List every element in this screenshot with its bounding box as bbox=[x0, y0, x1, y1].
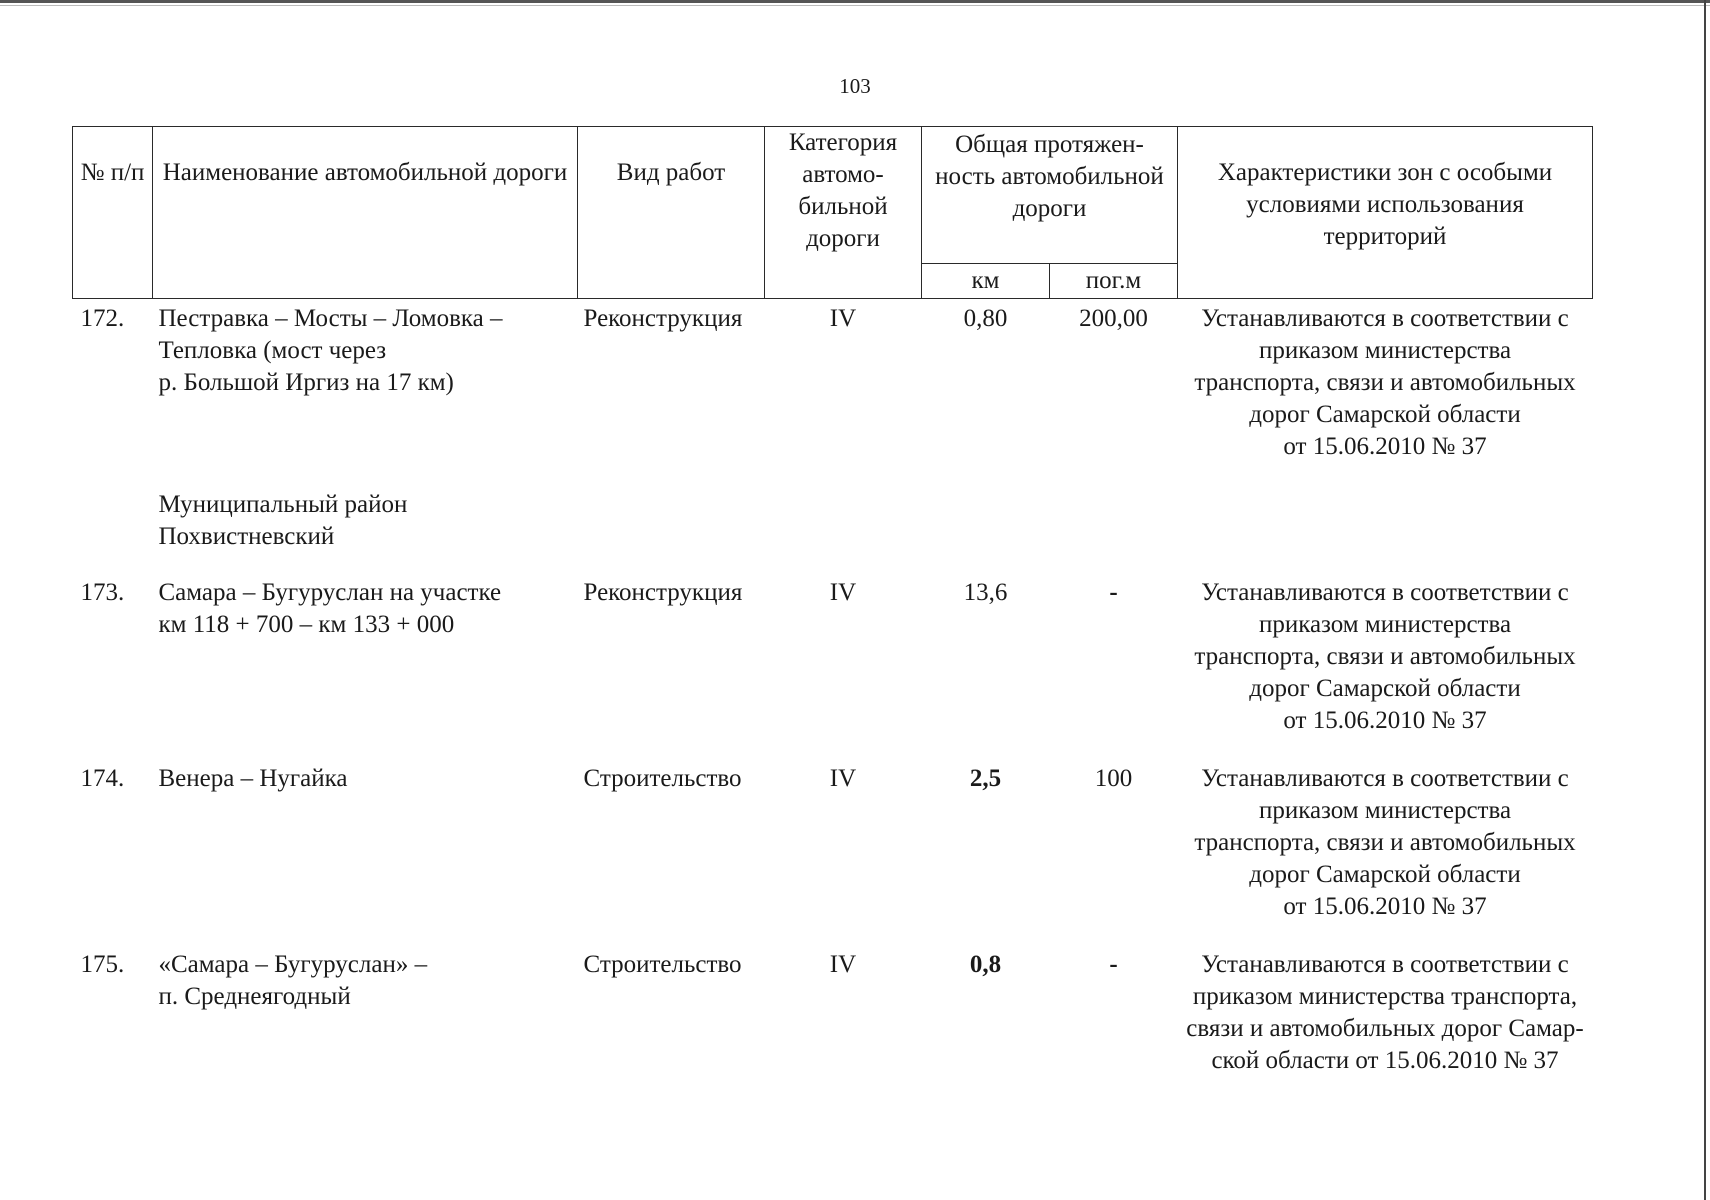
roads-table bbox=[72, 126, 1593, 1097]
zone-characteristics-line: дорог Самарской области bbox=[1249, 401, 1521, 428]
zone-characteristics-line: Устанавливаются в соответствии с bbox=[1201, 579, 1569, 606]
table-header bbox=[73, 127, 1593, 299]
row-number: 174. bbox=[80, 765, 125, 792]
zone-characteristics bbox=[1178, 571, 1593, 757]
page-number: 103 bbox=[839, 74, 871, 98]
road-name-line: «Самара – Бугуруслан» – bbox=[158, 951, 428, 978]
road-name bbox=[153, 571, 578, 757]
zone-characteristics-line: приказом министерства bbox=[1258, 611, 1512, 638]
road-name bbox=[153, 943, 578, 1097]
road-name-line: Венера – Нугайка bbox=[158, 765, 348, 792]
section-title-line: Похвистневский bbox=[158, 523, 335, 550]
length-km: 0,80 bbox=[963, 305, 1008, 332]
road-category: IV bbox=[829, 579, 857, 606]
row-number: 172. bbox=[80, 305, 125, 332]
header-meters: пог.м bbox=[1050, 264, 1178, 299]
length-km: 0,8 bbox=[969, 951, 1002, 978]
length-meters: 100 bbox=[1094, 765, 1133, 792]
work-type: Строительство bbox=[583, 951, 742, 978]
zone-characteristics-line: транспорта, связи и автомобильных bbox=[1194, 829, 1576, 856]
header-work-type: Вид работ bbox=[578, 127, 765, 299]
zone-characteristics-line: дорог Самарской области bbox=[1249, 861, 1521, 888]
zone-characteristics-line: приказом министерства bbox=[1258, 797, 1512, 824]
road-name-line: р. Большой Иргиз на 17 км) bbox=[158, 369, 454, 396]
table-body bbox=[73, 299, 1593, 1098]
road-name-line: п. Среднеягодный bbox=[158, 983, 351, 1010]
zone-characteristics bbox=[1178, 943, 1593, 1097]
section-spacer bbox=[73, 483, 153, 571]
road-category: IV bbox=[829, 305, 857, 332]
top-border-line-thin bbox=[0, 5, 1710, 6]
table-row bbox=[73, 757, 1593, 943]
right-border-line bbox=[1704, 0, 1706, 1200]
work-type: Реконструкция bbox=[583, 579, 743, 606]
road-name-line: Самара – Бугуруслан на участке bbox=[158, 579, 502, 606]
header-num: № п/п bbox=[73, 127, 153, 299]
zone-characteristics-line: Устанавливаются в соответствии с bbox=[1201, 951, 1569, 978]
zone-characteristics-line: от 15.06.2010 № 37 bbox=[1283, 707, 1487, 734]
road-name-line: км 118 + 700 – км 133 + 000 bbox=[158, 611, 455, 638]
road-name-line: Тепловка (мост через bbox=[158, 337, 387, 364]
header-category: Категория автомо-бильной дороги bbox=[765, 127, 922, 299]
zone-characteristics-line: связи и автомобильных дорог Самар- bbox=[1186, 1015, 1584, 1042]
length-meters: - bbox=[1109, 951, 1118, 978]
header-zone-characteristics: Характеристики зон с особыми условиями использования территорий bbox=[1178, 127, 1593, 299]
work-type: Строительство bbox=[583, 765, 742, 792]
zone-characteristics-line: от 15.06.2010 № 37 bbox=[1283, 433, 1487, 460]
zone-characteristics-line: приказом министерства bbox=[1258, 337, 1512, 364]
length-meters: - bbox=[1109, 579, 1118, 606]
top-border-line bbox=[0, 0, 1710, 3]
section-title bbox=[153, 483, 578, 571]
zone-characteristics-line: транспорта, связи и автомобильных bbox=[1194, 643, 1576, 670]
section-title-line: Муниципальный район bbox=[158, 491, 408, 518]
zone-characteristics-line: транспорта, связи и автомобильных bbox=[1194, 369, 1576, 396]
table-row bbox=[73, 299, 1593, 484]
zone-characteristics-line: от 15.06.2010 № 37 bbox=[1283, 893, 1487, 920]
zone-characteristics-line: ской области от 15.06.2010 № 37 bbox=[1211, 1047, 1559, 1074]
zone-characteristics-line: Устанавливаются в соответствии с bbox=[1201, 305, 1569, 332]
section-row bbox=[73, 483, 1593, 571]
road-category: IV bbox=[829, 765, 857, 792]
table-row bbox=[73, 571, 1593, 757]
road-name-line: Пестравка – Мосты – Ломовка – bbox=[158, 305, 503, 332]
section-filler bbox=[578, 483, 1593, 571]
road-name bbox=[153, 757, 578, 943]
header-km: км bbox=[922, 264, 1050, 299]
zone-characteristics bbox=[1178, 757, 1593, 943]
header-road-name: Наименование автомобильной дороги bbox=[153, 127, 578, 299]
zone-characteristics bbox=[1178, 299, 1593, 484]
length-km: 13,6 bbox=[963, 579, 1008, 606]
table-row bbox=[73, 943, 1593, 1097]
work-type: Реконструкция bbox=[583, 305, 743, 332]
road-category: IV bbox=[829, 951, 857, 978]
road-name bbox=[153, 299, 578, 484]
zone-characteristics-line: Устанавливаются в соответствии с bbox=[1201, 765, 1569, 792]
row-number: 173. bbox=[80, 579, 125, 606]
zone-characteristics-line: дорог Самарской области bbox=[1249, 675, 1521, 702]
row-number: 175. bbox=[80, 951, 125, 978]
header-total-length: Общая протяжен-ность автомобильной дороги bbox=[922, 127, 1178, 264]
length-km: 2,5 bbox=[969, 765, 1002, 792]
length-meters: 200,00 bbox=[1079, 305, 1148, 332]
zone-characteristics-line: приказом министерства транспорта, bbox=[1192, 983, 1578, 1010]
